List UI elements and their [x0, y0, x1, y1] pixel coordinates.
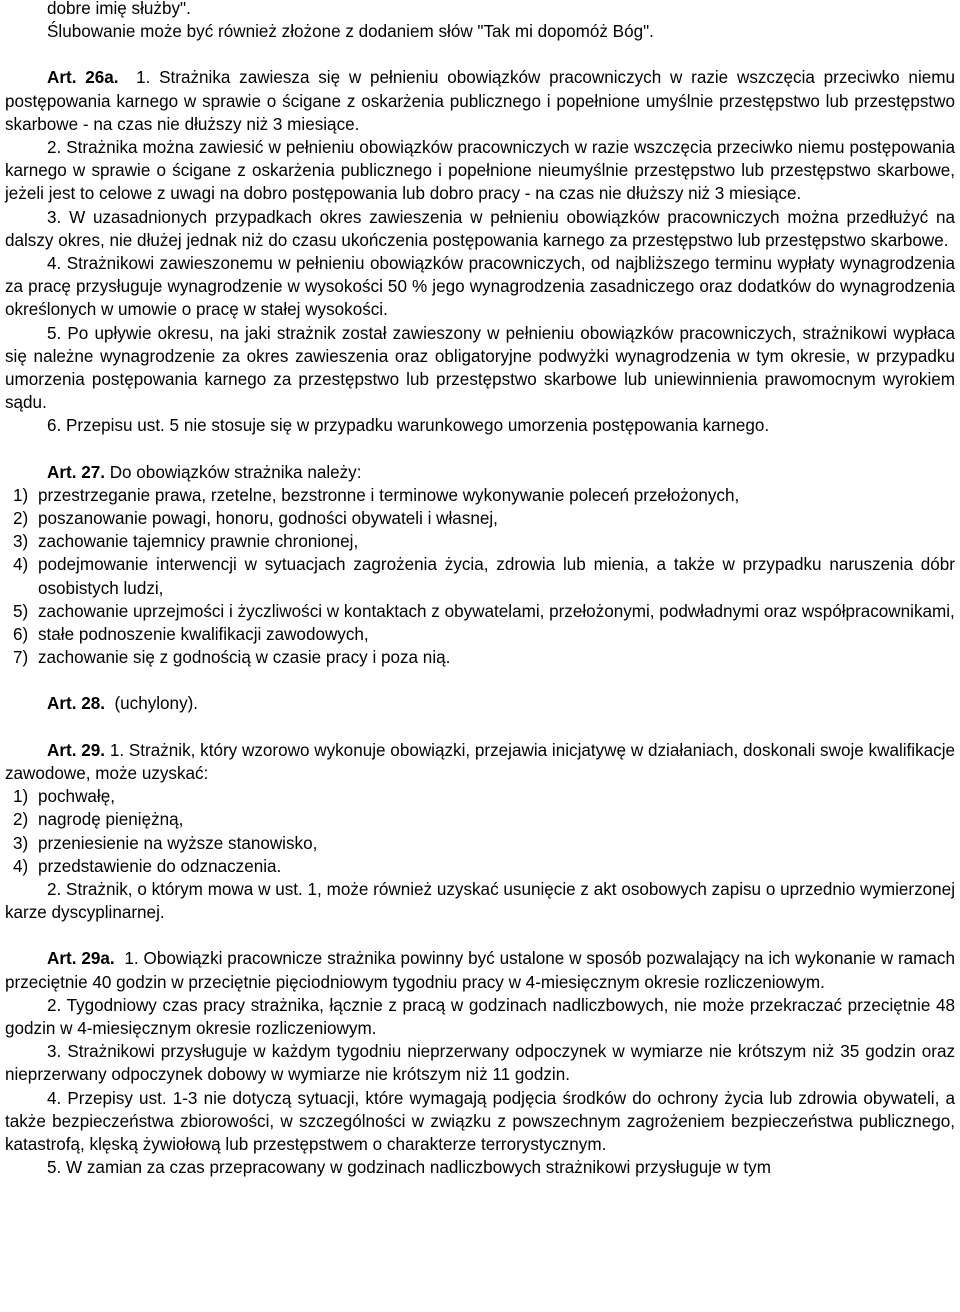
list-item-number: 3) — [13, 532, 29, 552]
article-26a-par-2: 2. Strażnika można zawiesić w pełnieniu obowiązków pracowniczych w razie wszczęcia przeciwko niemu postępowania karnego w sprawie o ścigane z oskarżenia publicznego i popełnione nieumyślnie przestępstwo lub przestępstwo skarbowe, jeżeli jest to celowe z uwagi na dobro postępowania lub dobro pracy - na czas nie dłuższy niż 3 miesiące. — [5, 138, 955, 204]
article-29-par-2: 2. Strażnik, o którym mowa w ust. 1, może również uzyskać usunięcie z akt osobowych zapisu o uprzednio wymierzonej karze dyscyplinarnej. — [5, 879, 955, 923]
list-item-text: pochwałę, — [38, 787, 115, 807]
list-item-text: przestrzeganie prawa, rzetelne, bezstronne i terminowe wykonywanie poleceń przełożonych, — [38, 485, 740, 505]
oath-addition-line: Ślubowanie może być również złożone z dodaniem słów "Tak mi dopomóż Bóg". — [47, 22, 654, 42]
list-item-number: 4) — [13, 856, 29, 876]
article-27-intro — [5, 461, 955, 484]
list-item-number: 6) — [13, 625, 29, 645]
list-item-text: zachowanie uprzejmości i życzliwości w kontaktach z obywatelami, przełożonymi, podwładnymi oraz współpracownikami, — [38, 601, 955, 621]
article-29a-par-3: 3. Strażnikowi przysługuje w każdym tygodniu nieprzerwany odpoczynek w wymiarze nie krótszym niż 35 godzin oraz nieprzerwany odpoczynek dobowy w wymiarze nie krótszym niż 11 godzin. — [5, 1042, 955, 1085]
list-item — [5, 507, 955, 530]
article-29-par-1-text: 1. Strażnik, który wzorowo wykonuje obowiązki, przejawia inicjatywę w działaniach, doskonali swoje kwalifikacje zawodowe, może uzyskać: — [5, 740, 956, 783]
list-item — [5, 600, 955, 623]
article-26a-par-1-text: 1. Strażnika zawiesza się w pełnieniu obowiązków pracowniczych w razie wszczęcia przeciwko niemu postępowania karnego w sprawie o ścigane z oskarżenia publicznego i popełnione umyślnie przestępstwo lub przestępstwo skarbowe - na czas nie dłuższy niż 3 miesiące. — [5, 68, 955, 134]
article-27-duties-list — [5, 484, 955, 670]
list-item — [5, 785, 955, 808]
paragraph-gap — [5, 716, 955, 739]
article-26a-par-6: 6. Przepisu ust. 5 nie stosuje się w przypadku warunkowego umorzenia postępowania karnego. — [47, 416, 770, 436]
list-item-text: nagrodę pieniężną, — [38, 810, 184, 830]
article-29a-par-4: 4. Przepisy ust. 1-3 nie dotyczą sytuacji, które wymagają podjęcia środków do ochrony życia lub zdrowia obywateli, a także bezpieczeństwa zbiorowości, w szczególności w związku z powszechnym zagrożeniem bezpieczeństwa publicznego, katastrofą, klęską żywiołową lub przestępstwem o charakterze terrorystycznym. — [5, 1088, 955, 1154]
article-26a-par-4: 4. Strażnikowi zawieszonemu w pełnieniu obowiązków pracowniczych, od najbliższego terminu wypłaty wynagrodzenia za pracę przysługuje wynagrodzenie w wysokości 50 % jego wynagrodzenia zasadniczego oraz dodatków do wynagrodzenia określonych w umowie o pracę w stałej wysokości. — [5, 254, 955, 320]
paragraph-gap — [5, 924, 955, 947]
article-28-label: Art. 28. — [47, 694, 105, 714]
article-26a-label: Art. 26a. — [47, 68, 119, 88]
article-26a-par-1 — [5, 66, 955, 136]
article-29a-label: Art. 29a. — [47, 949, 115, 969]
paragraph-gap — [5, 43, 955, 66]
article-29a-par-1-text: 1. Obowiązki pracownicze strażnika powinny być ustalone w sposób pozwalający na ich wykonanie w ramach przeciętnie 40 godzin w przeciętnie pięciodniowym tygodniu pracy w 4-miesięcznym okresie rozliczeniowym. — [5, 949, 955, 992]
list-item-number: 4) — [13, 555, 29, 575]
article-29a — [5, 947, 955, 1179]
list-item — [5, 808, 955, 831]
article-27-intro-text: Do obowiązków strażnika należy: — [109, 462, 362, 482]
oath-continuation-line: dobre imię służby". — [47, 0, 191, 18]
list-item-text: poszanowanie powagi, honoru, godności obywateli i własnej, — [38, 509, 498, 529]
article-27-label: Art. 27. — [47, 462, 105, 482]
article-29 — [5, 739, 955, 925]
article-29-rewards-list — [5, 785, 955, 878]
article-26a — [5, 66, 955, 437]
document-content — [5, 0, 955, 1179]
list-item — [5, 530, 955, 553]
list-item — [5, 646, 955, 669]
list-item-number: 5) — [13, 601, 29, 621]
article-26a-par-3: 3. W uzasadnionych przypadkach okres zawieszenia w pełnieniu obowiązków pracowniczych można przedłużyć na dalszy okres, nie dłużej jednak niż do czasu ukończenia postępowania karnego za przestępstwo lub przestępstwo skarbowe. — [5, 207, 955, 250]
list-item-number: 1) — [13, 485, 29, 505]
list-item-number: 2) — [13, 810, 29, 830]
article-28 — [5, 692, 955, 715]
list-item-text: przedstawienie do odznaczenia. — [38, 856, 282, 876]
paragraph-gap — [5, 669, 955, 692]
article-28-status: (uchylony). — [114, 694, 199, 714]
article-29a-par-5: 5. W zamian za czas przepracowany w godzinach nadliczbowych strażnikowi przysługuje w tym — [47, 1158, 771, 1178]
article-29a-par-1 — [5, 947, 955, 993]
article-27 — [5, 461, 955, 670]
list-item-text: zachowanie się z godnością w czasie pracy i poza nią. — [38, 648, 451, 668]
list-item-text: stałe podnoszenie kwalifikacji zawodowych, — [38, 625, 369, 645]
list-item-text: przeniesienie na wyższe stanowisko, — [38, 833, 318, 853]
list-item — [5, 553, 955, 599]
list-item-text: podejmowanie interwencji w sytuacjach zagrożenia życia, zdrowia lub mienia, a także w przypadku naruszenia dóbr osobistych ludzi, — [38, 555, 955, 598]
paragraph-gap — [5, 438, 955, 461]
list-item-text: zachowanie tajemnicy prawnie chronionej, — [38, 532, 359, 552]
article-28-text — [5, 692, 955, 715]
list-item — [5, 832, 955, 855]
list-item — [5, 623, 955, 646]
article-26a-par-5: 5. Po upływie okresu, na jaki strażnik został zawieszony w pełnieniu obowiązków pracowniczych, strażnikowi wypłaca się należne wynagrodzenie za okres zawieszenia oraz obligatoryjne podwyżki wynagrodzenia w tym okresie, w przypadku umorzenia postępowania karnego za przestępstwo lub przestępstwo skarbowe lub uniewinnienia prawomocnym wyrokiem sądu. — [5, 323, 955, 413]
list-item-number: 1) — [13, 787, 29, 807]
article-29-par-1 — [5, 739, 955, 785]
list-item-number: 7) — [13, 648, 29, 668]
article-29a-par-2: 2. Tygodniowy czas pracy strażnika, łącznie z pracą w godzinach nadliczbowych, nie może przekraczać przeciętnie 48 godzin w 4-miesięcznym okresie rozliczeniowym. — [5, 995, 955, 1038]
list-item — [5, 484, 955, 507]
list-item-number: 3) — [13, 833, 29, 853]
list-item-number: 2) — [13, 509, 29, 529]
list-item — [5, 855, 955, 878]
article-29-label: Art. 29. — [47, 740, 105, 760]
